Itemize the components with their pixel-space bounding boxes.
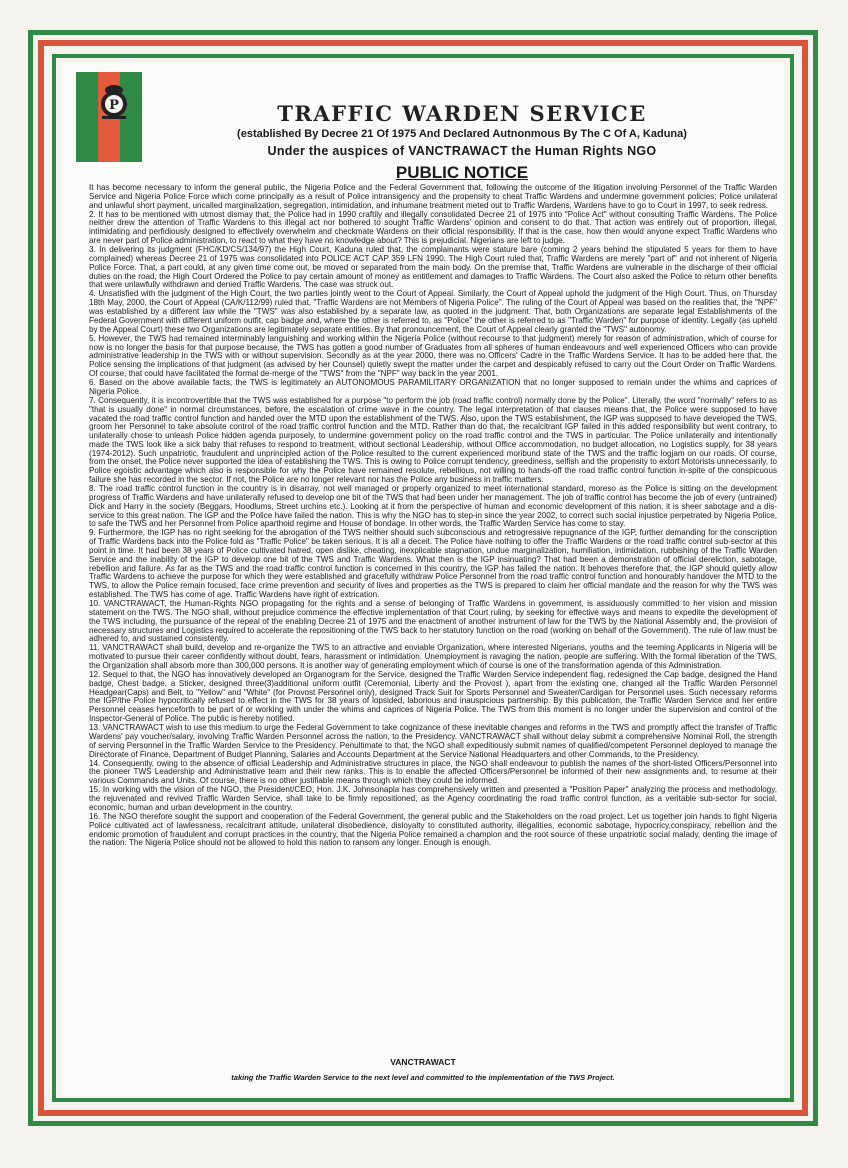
paragraph: 5. However, the TWS had remained interminably languishing and working within the Nigeria Police (without recourse to that judgment) merely for reason of administration, which of course for now is no longer the basis for that purpose because, the TWS has gotten a good number of Graduates from all spheres of human endeavours and well experienced Officers who can provide administrative leadership in the TWS with or without supervision. Secondly as at the year 2000, there was no Officers' Cadre in the Traffic Wardens Service. It has to be added here that, the Police sensing the implications of that judgment (as advised by her Counsel) quietly swept the matter under the carpet and despicably refused to carry out the Court Order on Traffic Wardens. Of course, that could have facilitated the formal de-merge of the "TWS" from the "NPF" way back in the year 2001. (89, 333, 777, 378)
establishment-subtitle: (established By Decree 21 Of 1975 And Declared Autnonmous By The C Of A, Kaduna) (237, 128, 687, 140)
police-crest-icon (94, 78, 134, 120)
notice-content (62, 62, 784, 1096)
footer-tagline: taking the Traffic Warden Service to the next level and committed to the implementation of the TWS Project. (231, 1073, 615, 1082)
svg-text:P: P (109, 98, 119, 113)
paragraph: 10. VANCTRAWACT, the Human-Rights NGO propagating for the rights and a sense of belonging of Traffic Wardens in government, is assiduously committed to her vision and mission statement on the TWS. The NGO shall, without prejudice commence the effective implementation of that Court ruling, by seeking for effective ways and means to expedite the development of the TWS including, the pursuance of the repeal of the enabling Decree 21 of 1975 and the enactment of another instrument of law for the TWS by the National Assembly and, the provision of necessary structures and Logistics required to accelerate the repositioning of the TWS back to her statutory function on the road (working on behalf of the Government). The rule of law must be adhered to, and sustained consistently. (89, 599, 777, 644)
paragraph: 2. It has to be mentioned with utmost dismay that, the Police had in 1990 craftily and illegally consolidated Decree 21 of 1975 into "Police Act" without consulting Traffic Wardens. The Police neither drew the attention of Traffic Wardens to this illegal act nor bothered to sought Traffic Wardens' opinion and consent to do that. That action was entirely out of proportion, illegal, intimidating and perfidiously designed to effectively overwhelm and checkmate Wardens on their official responsibility. If that is the case, how then would anyone expect Traffic Wardens who are never part of Police administration, to react to what they have no knowledge about? This is prejudicial. Nigerians are left to judge. (89, 209, 777, 246)
paragraph: 3. In delivering its judgment (FHC/KD/CS/134/97) the High Court, Kaduna ruled that, the complainants were stature bare (coming 2 years behind the stipulated 5 years for them to have complained) whereas Decree 21 of 1975 was consolidated into POLICE ACT CAP 359 LFN 1990. The High Court ruled that, Traffic Wardens are merely "part of" and not inherent of Nigeria Police Force. That, a part could, at any given time come out, be moved or separated from the main body. On the premise that, Traffic Wardens are vulnerable in the discharge of their official duties on the road, the High Court Ordered the Police to pay certain amount of money as entitlement and damages to Traffic Wardens. The Court also asked the Police to return other benefits that were unlawfully withdrawn and denied Traffic Wardens. The case was struck out. (89, 245, 777, 290)
paragraph: It has become necessary to inform the general public, the Nigeria Police and the Federal Government that, following the outcome of the litigation involving Personnel of the Traffic Warden Service and Nigeria Police Force which come principally as a result of Police intransigency and the propensity to cheat Traffic Wardens and undermine government policies; Police unilateral and unlawful short payment, uncalled marginalization, segregation, intimidation, and inhumane treatment meted out to Traffic Wardens, Wardens have to go to Court in 1997, to seek redress. (89, 183, 777, 210)
paragraph: 4. Unsatisfied with the judgment of the High Court, the two parties jointly went to the Court of Appeal. Similarly, the Court of Appeal uphold the judgment of the High Court. Thus, on Thursday 18th May, 2000, the Court of Appeal (CA/K/112/99) ruled that, "Traffic Wardens are not Members of Nigeria Police". The ruling of the Court of Appeal was based on the realities that, the "NPF" was established by a different law while the "TWS" was also established by a separate law, as quoted in the judgment. That, both Organizations are separate legal Establishments of the Federal Government with different uniform outfit, cap badge and, where the other is referred to, as "Police" the other is referred to as "Traffic Warden" for purpose of identity. Legally (as upheld by the Appeal Court) these two Organizations are legitimately separate entities. By that pronouncement, the Court of Appeal clearly granted the "TWS" autonomy. (89, 289, 777, 334)
paragraph: 7. Consequently, it is incontrovertible that the TWS was established for a purpose "to perform the job (road traffic control) normally done by the Police". Literally, the word "normally" refers to as "that is usually done" in normal circumstances, before, the escalation of crime wave in the country. The legal interpretation of that clauses means that, the Police were supposed to have vacated the road traffic control function and handed over the MTD upon the establishment of the TWS. Also, upon the TWS establishment, the IGP was supposed to have developed the TWS, groom her Personnel to take absolute control of the road traffic control function and the MTD. Rather than do that, the recalcitrant IGP failed in this added responsibility but went contrary, to unilaterally chose to unleash Police hidden agenda purposely, to undermine government policy on the road traffic control and the TWS in particular. The Police unilaterally and intentionally made the TWS look like a sick baby that refuses to respond to treatment, without sectional Leadership, without Office accommodation, no budget allocation, no Logistics supply, for 38 years (1974-2012). Such unpatriotic, fraudulent and unprincipled action of the Police resulted to the current experienced moribund state of the TWS and the traffic logjam on our roads. Of course, from the onset, the Police never supported the idea of establishing the TWS. This is owing to Police corrupt tendency, greediness, selfish and the propensity to extort Motorists unnecessarily, to Police egoistic advantage which also is responsible for why the Police have remained resolute, rebellious, not willing to hands-off the road traffic control function in-spite of the conspicuous failure she has recorded in the sector. If not, the Police are no longer relevant nor has the Police any business in traffic matters. (89, 395, 777, 485)
public-notice-heading: PUBLIC NOTICE (395, 163, 529, 182)
paragraph: 11. VANCTRAWACT shall build, develop and re-organize the TWS to an attractive and enviable Organization, where interested Nigerians, youths and the teeming Applicants in Nigeria will be motivated to pursue their career confidently without doubt, fears, harassment or intimidation. Unemployment is ravaging the nation, people are suffering. With the formal liberation of the TWS, the Organization shall absorb more than 300,000 persons. It is another way of generating employment which of course is one of the transformation agenda of this Administration. (89, 643, 777, 670)
notice-header (182, 102, 742, 183)
signature: VANCTRAWACT (390, 1057, 456, 1067)
page-title: TRAFFIC WARDEN SERVICE (277, 101, 647, 126)
flag-emblem (72, 72, 147, 162)
paragraph: 6. Based on the above available facts, the TWS is legitimately an AUTONOMOUS PARAMILITARY ORGANIZATION that no longer supposed to remain under the whims and caprices of Nigeria Police. (89, 378, 777, 396)
paragraph: 9. Furthermore, the IGP has no right seeking for the abrogation of the TWS neither should such subconscious and retrogressive repugnance of the IGP, further demanding for the conscription of Traffic Wardens back into the Police fold as "Traffic Police" be taken serious. It is all a deceit. The Police have nothing to offer the Traffic Wardens or the road traffic control sub-sector at this point in time. It had been 38 years of Police cultivated hatred, open dislike, cheating, inexplicable stagnation, undue marginalization, humiliation, intimidation, rubbishing of the Traffic Warden Service and the inability of the IGP to develop one bit of the TWS and Traffic Wardens. What then is the IGP insinuating? That had been a demonstration of official dereliction, sabotage, rebellion and failure. As far as the TWS and the road traffic control function is concerned in this country, the IGP has failed the nation. It behoves therefore that, the IGP should quietly allow Traffic Wardens to achieve the purpose for which they were established and gracefully withdraw Police Personnel from the road traffic control function and honourably handover the MTD to the TWS, to allow the Police remain focused, face crime prevention and security of lives and properties as the TWS is prepared to claim her official mandate and the reason for why the TWS was established. The TWS has come of age. Traffic Wardens have right of extrication. (89, 528, 777, 600)
paragraph: 12. Sequel to that, the NGO has innovatively developed an Organogram for the Service, designed the Traffic Warden Service independent flag, redesigned the Cap badge, designed the Hand badge, Chest badge, a Sticker, designed three(3)additional uniform outfit (Ceremonial, Liberty and the Provost ), apart from the existing one, changed all the Traffic Warden Personnel Headgear(Caps) and Belt, to "Yellow" and "White" (for Provost Personnel only), designed Track Suit for Sports Personnel and Sweater/Cardigan for Personnel uses. Such necessary reforms the IGP/the Police hypocritically refused to effect in the TWS for 38 years of lopsided, laborious and inauspicious partnership. By this publication, the Traffic Warden Service and her entire Personnel ceases henceforth to be part of or working with under the whims and caprices of Nigeria Police. The TWS from this moment is no longer under the supervision and control of the Inspector-General of Police. The public is hereby notified. (89, 670, 777, 724)
paragraph: 15. In working with the vision of the NGO, the President/CEO, Hon. J.K. Johnsonapla has comprehensively written and presented a "Position Paper" analyzing the process and methodology, the rejuvenated and revived Traffic Warden Service, shall take to be firmly repositioned, as the Agency coordinating the road traffic control function, as a veritable sub-sector for social, economic, human and urban development in the country. (89, 785, 777, 812)
notice-body (89, 184, 777, 849)
paragraph: 16. The NGO therefore sought the support and cooperation of the Federal Government, the general public and the Stakeholders on the road project. Let us together join hands to fight Nigeria Police cultivated act of lawlessness, recalcitrant attitude, unilateral disobedience, disloyalty to constituted authority, illegalities, economic sabotage, hypocricy,conspiracy, rebellion and the endomic promotion of fraudulent and corrupt practices in the country, that the Nigeria Police remained a champion and the root source of these unpatriotic social malady, denting the image of the nation. The Nigeria Police should not be allowed to hold this nation to ransom any longer. Enough is enough. (89, 812, 777, 848)
paragraph: 14. Consequently, owing to the absence of official Leadership and Administrative structures in place, the NGO shall endeavour to publish the names of the short-listed Officers/Personnel into the pioneer TWS Leadership and Administrative team and their new ranks. This is to enable the affected Officers/Personnel be informed of their new assignments and, to resume at their various Commands and Units. Of course, there is no other justifiable means through which they could be informed. (89, 758, 777, 786)
paragraph: 13. VANCTRAWACT wish to use this medium to urge the Federal Government to take cognizance of these inevitable changes and reforms in the TWS and promptly affect the transfer of Traffic Wardens' pay voucher/salary, involving Traffic Warden Personnel across the nation, to the Presidency. VANCTRAWACT shall without delay submit a comprehensive Nominal Roll, the strength of serving Personnel in the Traffic Warden Service to the Presidency. Penultimate to that, the NGO shall expeditiously submit names of qualified/competent Personnel deployed to manage the Directorate of Finance, Department of Budget Planning, Salaries and Accounts Department at the Service National Headquarters and other Commands, to the Presidency. (89, 723, 777, 759)
paragraph: 8. The road traffic control function in the country is in disarray, not well managed or properly organized to meet international standard, moreso as the Police is sitting on the development progress of Traffic Wardens and have unilaterally refused to develop one bit of the TWS that had been under her management. The job of traffic control has become the job of every (untrained) Dick and Harry in the society (Beggars, Hoodlums, Street urchins etc.). Looking at it from the perspective of human and economic development of this nation, it is sheer sabotage and a dis-service to this great nation. The IGP and the Police have failed the nation. This is why the NGO has to step-in since the year 2002, to correct such social injustice perpetrated by Nigeria Police, to safe the TWS and her Personnel from Police aparthoid regime and House of bondage. In other words, the Traffic Warden Service has come to stay. (89, 484, 777, 529)
auspices-line: Under the auspices of VANCTRAWACT the Human Rights NGO (267, 144, 657, 158)
